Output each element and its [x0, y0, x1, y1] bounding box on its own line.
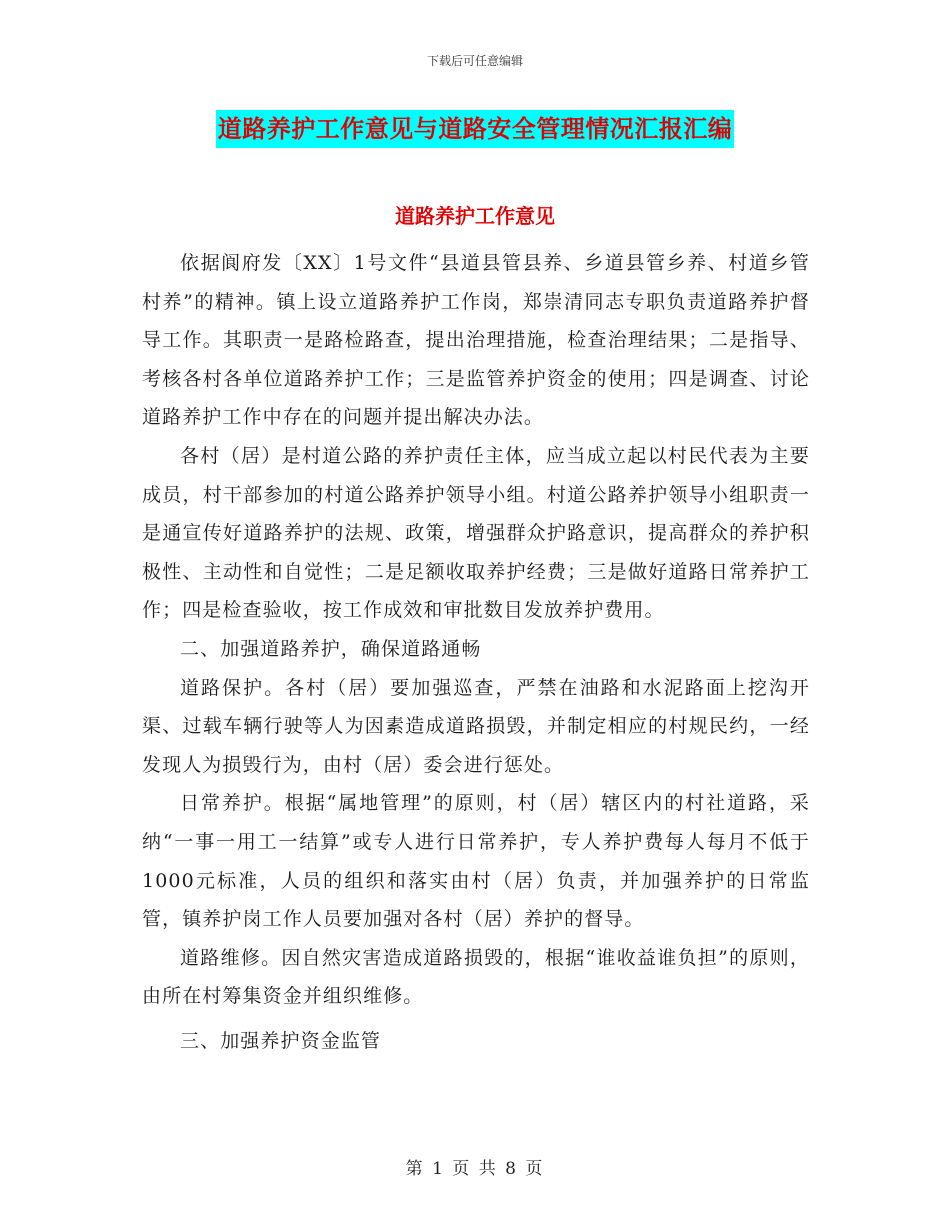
- paragraph: 道路维修。因自然灾害造成道路损毁的，根据“谁收益谁负担”的原则，由所在村筹集资金并组织维修。: [142, 946, 810, 1008]
- document-main-title: 道路养护工作意见与道路安全管理情况汇报汇编: [216, 110, 735, 148]
- paragraph: 各村（居）是村道公路的养护责任主体，应当成立起以村民代表为主要成员，村干部参加的村道公路养护领导小组。村道公路养护领导小组职责一是通宣传好道路养护的法规、政策，增强群众护路意识，提高群众的养护积极性、主动性和自觉性；二是足额收取养护经费；三是做好道路日常养护工作；四是检查验收，按工作成效和审批数目发放养护费用。: [142, 444, 810, 622]
- page-header-note: 下载后可任意编辑: [426, 54, 523, 68]
- paragraph-heading: 二、加强道路养护，确保道路通畅: [180, 637, 482, 660]
- section-title: 道路养护工作意见: [395, 204, 555, 228]
- paragraph: 依据阆府发〔XX〕1号文件“县道县管县养、乡道县管乡养、村道乡管村养”的精神。镇上设立道路养护工作岗，郑崇清同志专职负责道路养护督导工作。其职责一是路检路查，提出治理措施，检查治理结果；二是指导、考核各村各单位道路养护工作；三是监管养护资金的使用；四是调查、讨论道路养护工作中存在的问题并提出解决办法。: [142, 252, 810, 429]
- main-title-container: [0, 110, 950, 148]
- page-number: 第 1 页 共 8 页: [405, 1159, 545, 1179]
- paragraph: 道路保护。各村（居）要加强巡查，严禁在油路和水泥路面上挖沟开渠、过载车辆行驶等人为因素造成道路损毁，并制定相应的村规民约，一经发现人为损毁行为，由村（居）委会进行惩处。: [142, 676, 810, 776]
- paragraph-heading: 三、加强养护资金监管: [180, 1029, 382, 1052]
- document-body: [142, 244, 810, 1060]
- paragraph: 日常养护。根据“属地管理”的原则，村（居）辖区内的村社道路，采纳“一事一用工一结算”或专人进行日常养护，专人养护费每人每月不低于1000元标准，人员的组织和落实由村（居）负责，并加强养护的日常监管，镇养护岗工作人员要加强对各村（居）养护的督导。: [142, 792, 810, 931]
